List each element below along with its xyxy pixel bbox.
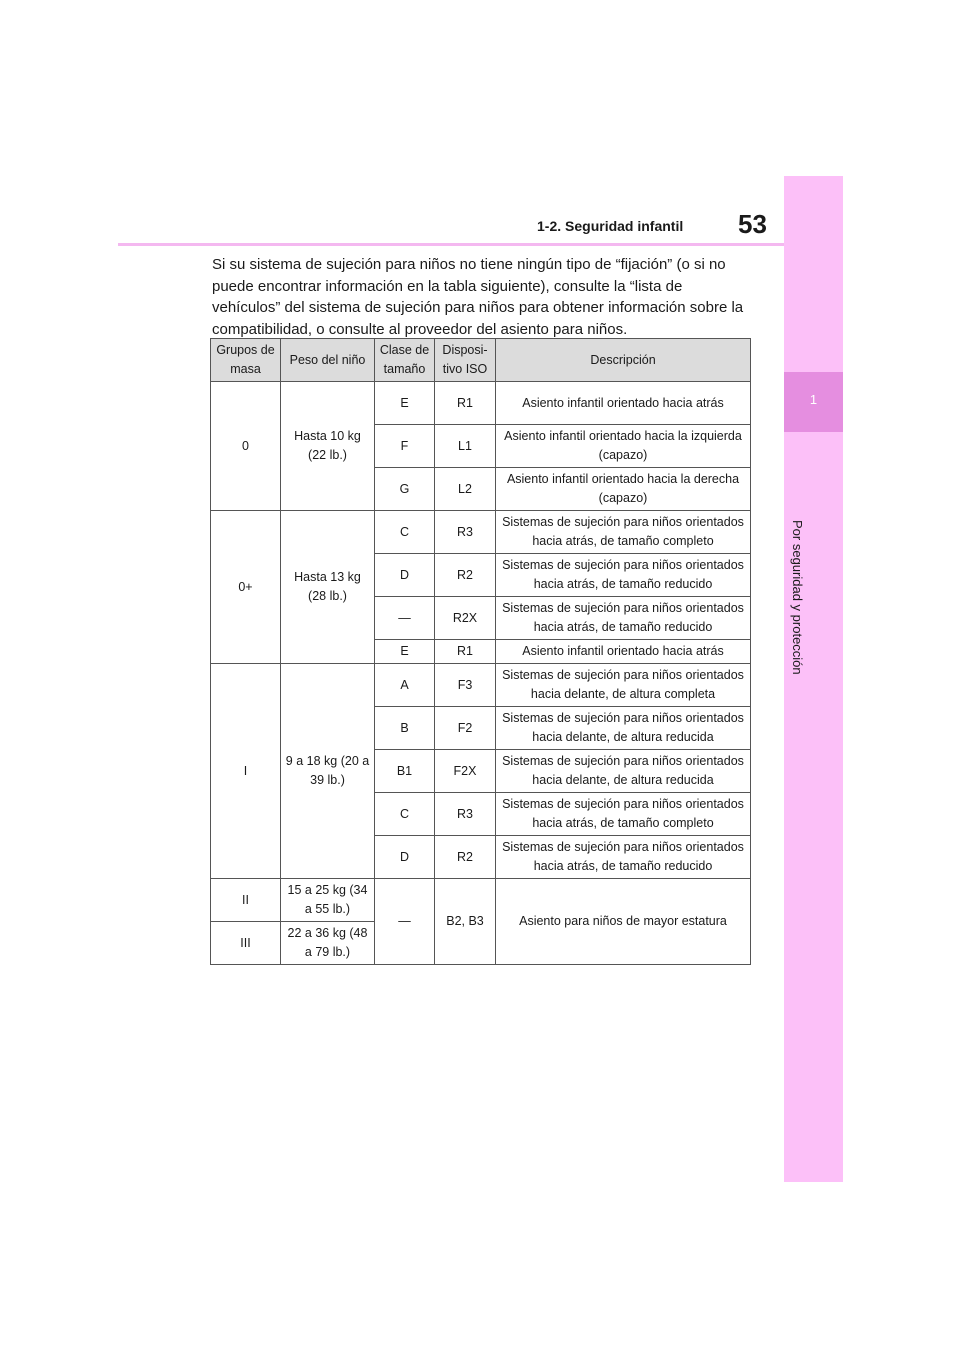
size-cell: C [375,793,435,836]
description-cell: Sistemas de sujeción para niños orientados hacia atrás, de tamaño completo [496,793,751,836]
iso-cell: R3 [435,511,496,554]
header-rule [118,243,784,246]
size-cell: C [375,511,435,554]
size-cell: — [375,597,435,640]
intro-paragraph: Si su sistema de sujeción para niños no tiene ningún tipo de “fijación” (o si no puede encontrar información en la tabla siguiente), consulte la “lista de vehículos” del sistema de sujeción para niños para obtener información sobre la compatibilidad, o consulte al proveedor del asiento para niños. [212,256,744,338]
chapter-title: Por seguridad y protección [790,520,805,675]
iso-cell: L1 [435,425,496,468]
weight-cell: 9 a 18 kg (20 a 39 lb.) [281,664,375,879]
description-cell: Sistemas de sujeción para niños orientados hacia delante, de altura reducida [496,707,751,750]
header-child-weight: Peso del niño [281,339,375,382]
table-header-row [211,339,751,382]
description-cell: Asiento infantil orientado hacia la izquierda (capazo) [496,425,751,468]
size-cell: D [375,554,435,597]
chapter-side-tab [784,176,843,1182]
iso-cell: R3 [435,793,496,836]
iso-cell: R1 [435,640,496,664]
iso-cell: R1 [435,382,496,425]
table-row [211,879,751,922]
description-cell: Sistemas de sujeción para niños orientados hacia atrás, de tamaño reducido [496,597,751,640]
section-title: 1-2. Seguridad infantil [537,218,684,234]
description-cell: Asiento infantil orientado hacia atrás [496,382,751,425]
description-cell: Sistemas de sujeción para niños orientados hacia delante, de altura completa [496,664,751,707]
weight-cell: Hasta 13 kg (28 lb.) [281,511,375,664]
weight-cell: 15 a 25 kg (34 a 55 lb.) [281,879,375,922]
description-cell: Sistemas de sujeción para niños orientados hacia atrás, de tamaño reducido [496,836,751,879]
description-cell: Asiento para niños de mayor estatura [496,879,751,965]
description-cell: Asiento infantil orientado hacia la derecha (capazo) [496,468,751,511]
table-row [211,511,751,554]
size-cell: E [375,640,435,664]
group-cell: I [211,664,281,879]
iso-fixation-table [210,338,751,965]
description-cell: Sistemas de sujeción para niños orientados hacia delante, de altura reducida [496,750,751,793]
size-cell: B1 [375,750,435,793]
description-cell: Sistemas de sujeción para niños orientados hacia atrás, de tamaño completo [496,511,751,554]
size-cell: G [375,468,435,511]
iso-cell: L2 [435,468,496,511]
header-size-class: Clase de tamaño [375,339,435,382]
size-cell: — [375,879,435,965]
page-number: 53 [738,209,767,239]
iso-cell: R2 [435,554,496,597]
weight-cell: 22 a 36 kg (48 a 79 lb.) [281,922,375,965]
iso-cell: B2, B3 [435,879,496,965]
iso-cell: R2X [435,597,496,640]
chapter-number: 1 [784,372,843,432]
description-cell: Sistemas de sujeción para niños orientados hacia atrás, de tamaño reducido [496,554,751,597]
group-cell: 0+ [211,511,281,664]
size-cell: A [375,664,435,707]
table-row [211,382,751,425]
size-cell: F [375,425,435,468]
weight-cell: Hasta 10 kg (22 lb.) [281,382,375,511]
size-cell: B [375,707,435,750]
group-cell: III [211,922,281,965]
iso-cell: F2X [435,750,496,793]
description-cell: Asiento infantil orientado hacia atrás [496,640,751,664]
header-iso-device: Disposi-tivo ISO [435,339,496,382]
group-cell: II [211,879,281,922]
header-description: Descripción [496,339,751,382]
table-row [211,664,751,707]
iso-cell: F3 [435,664,496,707]
group-cell: 0 [211,382,281,511]
size-cell: E [375,382,435,425]
header-mass-group: Grupos de masa [211,339,281,382]
iso-cell: R2 [435,836,496,879]
size-cell: D [375,836,435,879]
iso-cell: F2 [435,707,496,750]
